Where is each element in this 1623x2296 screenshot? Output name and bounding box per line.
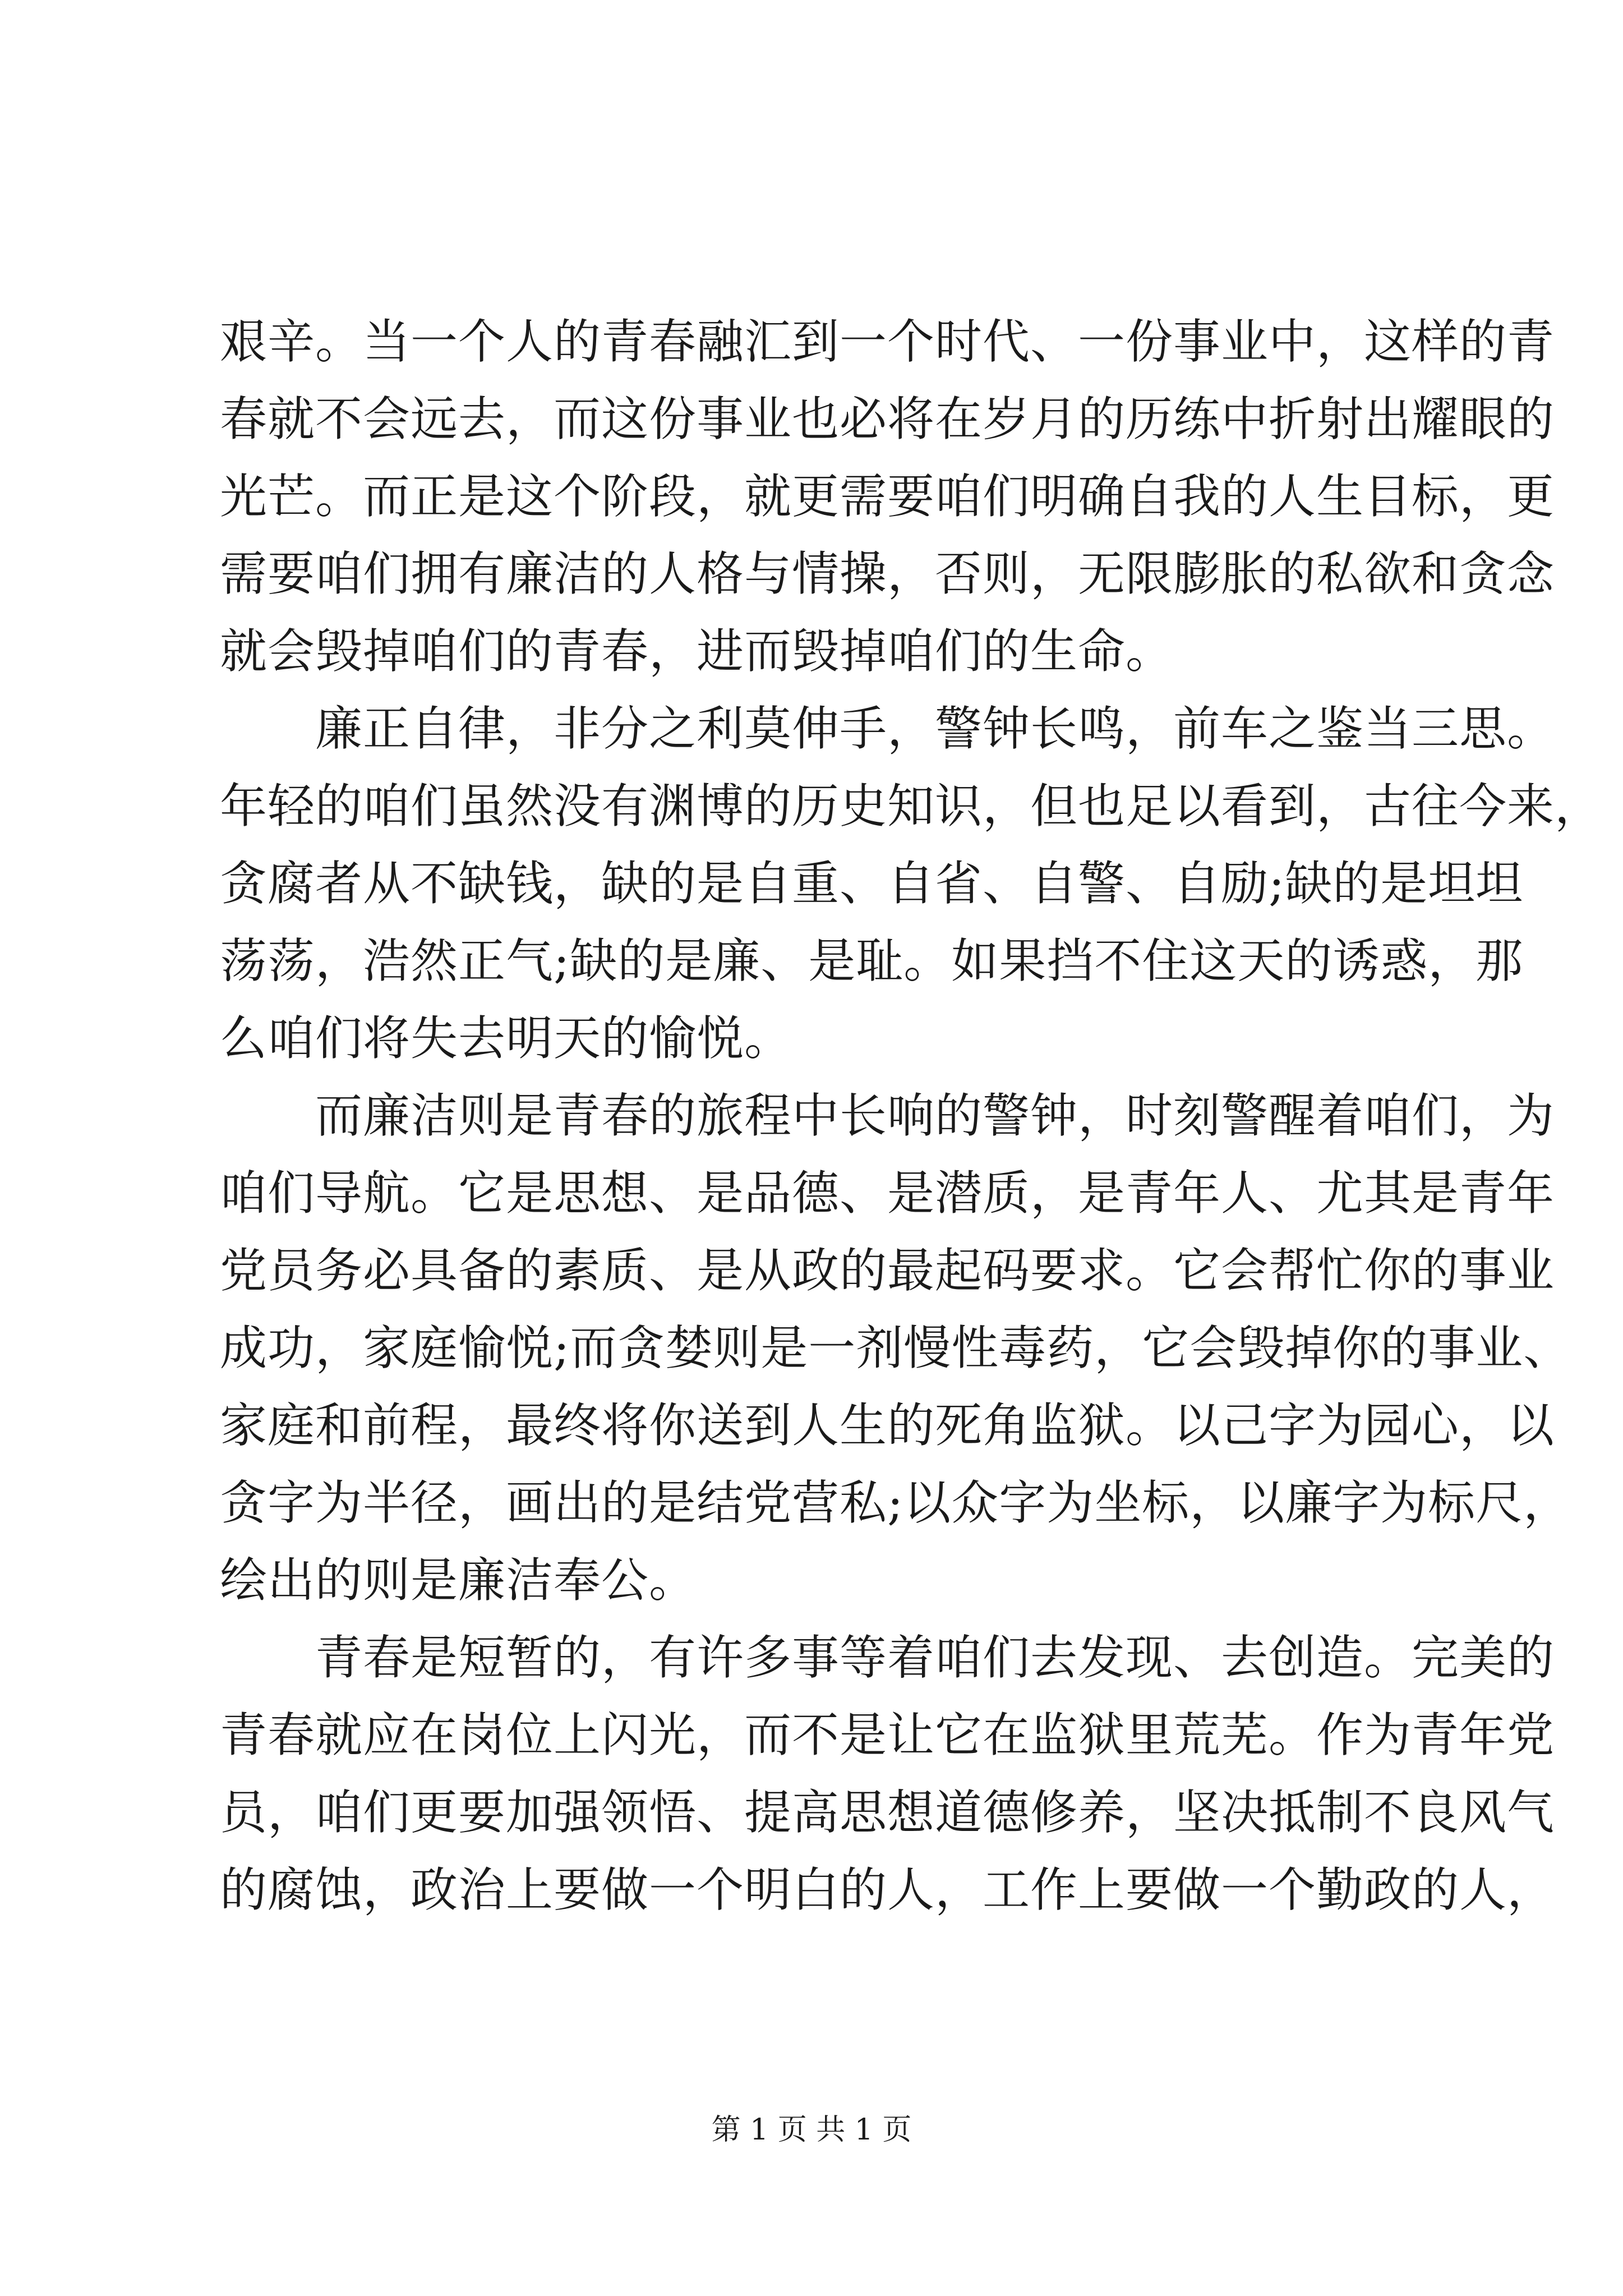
text-line: 青春就应在岗位上闪光，而不是让它在监狱里荒芜。作为青年党 — [220, 1708, 1555, 1763]
text-line: 春就不会远去，而这份事业也必将在岁月的历练中折射出耀眼的 — [220, 392, 1555, 447]
text-line: 员，咱们更要加强领悟、提高思想道德修养，坚决抵制不良风气 — [220, 1785, 1555, 1840]
text-line: 家庭和前程，最终将你送到人生的死角监狱。以己字为园心，以 — [220, 1398, 1555, 1453]
text-line: 就会毁掉咱们的青春，进而毁掉咱们的生命。 — [220, 624, 1174, 679]
text-line: 廉正自律，非分之利莫伸手，警钟长鸣，前车之鉴当三思。 — [220, 701, 1555, 756]
text-line: 荡荡，浩然正气;缺的是廉、是耻。如果挡不住这天的诱惑，那 — [220, 933, 1524, 988]
text-line: 绘出的则是廉洁奉公。 — [220, 1553, 697, 1608]
text-line: 需要咱们拥有廉洁的人格与情操，否则，无限膨胀的私欲和贪念 — [220, 546, 1555, 601]
text-line: 贪腐者从不缺钱，缺的是自重、自省、自警、自励;缺的是坦坦 — [220, 856, 1524, 911]
text-line: 艰辛。当一个人的青春融汇到一个时代、一份事业中，这样的青 — [220, 314, 1555, 369]
text-line: 年轻的咱们虽然没有渊博的历史知识，但也足以看到，古往今来， — [220, 779, 1603, 834]
text-line: 么咱们将失去明天的愉悦。 — [220, 1011, 792, 1066]
document-body — [220, 303, 1603, 1929]
text-line: 而廉洁则是青春的旅程中长响的警钟，时刻警醒着咱们，为 — [220, 1088, 1555, 1143]
text-line: 成功，家庭愉悦;而贪婪则是一剂慢性毒药，它会毁掉你的事业、 — [220, 1320, 1571, 1375]
text-line: 青春是短暂的，有许多事等着咱们去发现、去创造。完美的 — [220, 1630, 1555, 1685]
text-line: 咱们导航。它是思想、是品德、是潜质，是青年人、尤其是青年 — [220, 1166, 1555, 1221]
text-line: 党员务必具备的素质、是从政的最起码要求。它会帮忙你的事业 — [220, 1243, 1555, 1298]
text-line: 的腐蚀，政治上要做一个明白的人，工作上要做一个勤政的人， — [220, 1862, 1555, 1917]
text-line: 贪字为半径，画出的是结党营私;以众字为坐标，以廉字为标尺， — [220, 1475, 1571, 1530]
page-footer: 第 1 页 共 1 页 — [711, 2113, 912, 2147]
text-line: 光芒。而正是这个阶段，就更需要咱们明确自我的人生目标，更 — [220, 469, 1555, 524]
